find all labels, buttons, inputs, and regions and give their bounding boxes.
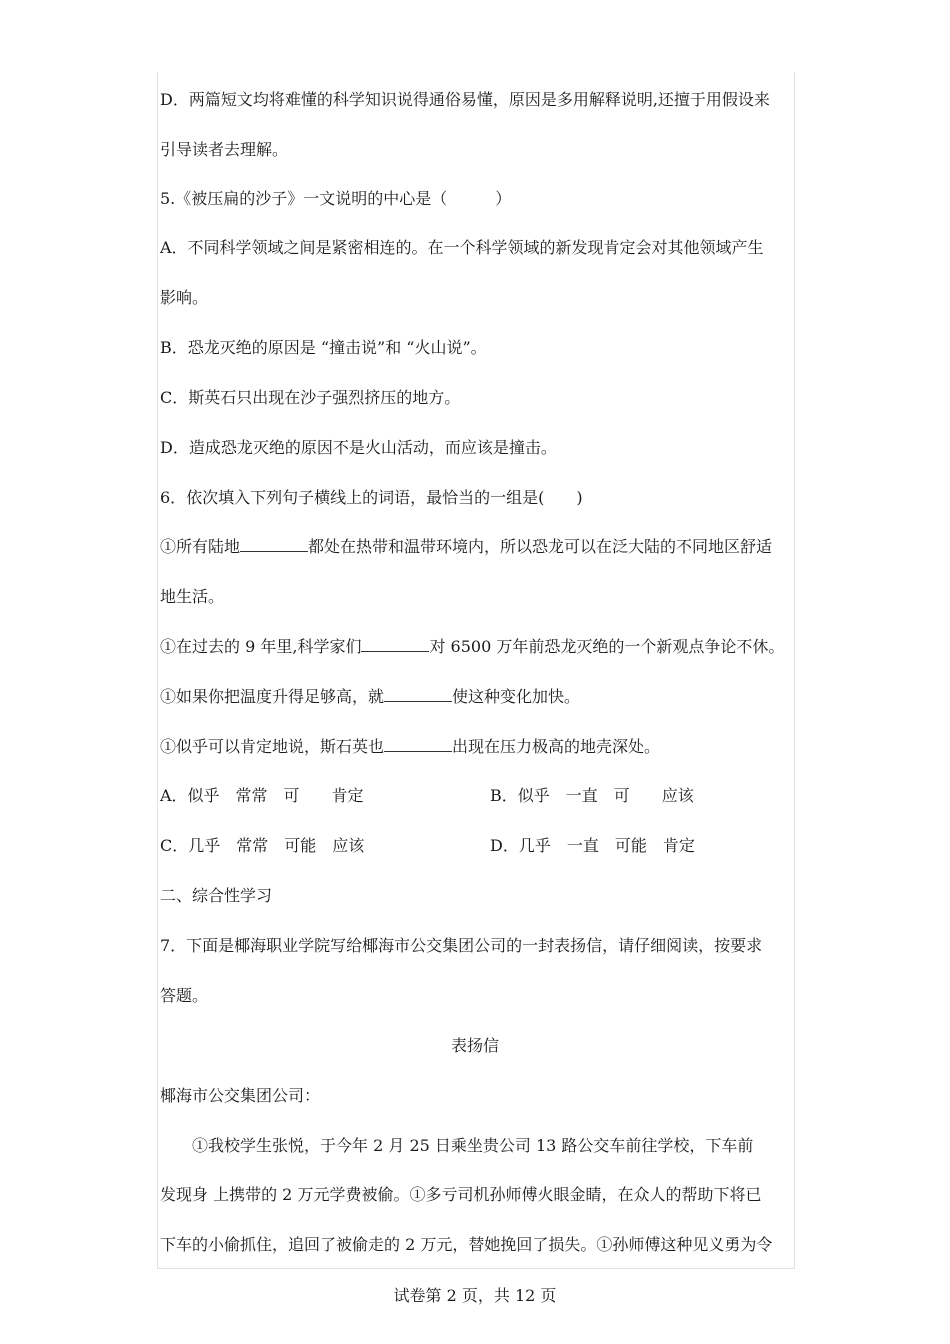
question-5: 5.《被压扁的沙子》一文说明的中心是（ ）	[160, 189, 512, 208]
section-2-heading: 二、综合性学习	[160, 886, 273, 905]
sentence-4	[160, 737, 660, 757]
blank-1	[240, 537, 308, 552]
q5-option-a-line1: A．不同科学领域之间是紧密相连的。在一个科学领域的新发现肯定会对其他领域产生	[160, 238, 764, 257]
question-6: 6．依次填入下列句子横线上的词语，最恰当的一组是( )	[160, 488, 583, 507]
letter-paragraph-line3: 下车的小偷抓住，追回了被偷走的 2 万元，替她挽回了损失。①孙师傅这种见义勇为令	[160, 1235, 773, 1254]
sentence-1	[160, 537, 772, 557]
sentence-3	[160, 687, 580, 707]
sentence-1-pre: ①所有陆地	[160, 537, 241, 556]
sentence-2	[160, 637, 784, 657]
sentence-4-pre: ①似乎可以肯定地说，斯石英也	[160, 737, 385, 756]
blank-3	[384, 687, 452, 702]
letter-salutation: 椰海市公交集团公司：	[160, 1086, 321, 1105]
sentence-3-post: 使这种变化加快。	[452, 687, 581, 706]
q5-option-d: D．造成恐龙灭绝的原因不是火山活动，而应该是撞击。	[160, 438, 557, 457]
blank-4	[384, 737, 452, 752]
q6-option-c: C．几乎 常常 可能 应该	[160, 836, 365, 855]
letter-paragraph-line1: ①我校学生张悦，于今年 2 月 25 日乘坐贵公司 13 路公交车前往学校，下车前	[192, 1136, 754, 1155]
sentence-1-line2: 地生活。	[160, 587, 225, 606]
sentence-2-pre: ①在过去的 9 年里,科学家们	[160, 637, 362, 656]
question-7-line2: 答题。	[160, 986, 209, 1005]
q5-option-c: C．斯英石只出现在沙子强烈挤压的地方。	[160, 388, 461, 407]
sentence-1-post: 都处在热带和温带环境内，所以恐龙可以在泛大陆的不同地区舒适	[308, 537, 773, 556]
q6-option-a: A．似乎 常常 可 肯定	[160, 786, 364, 805]
q5-option-b: B．恐龙灭绝的原因是 “撞击说”和 “火山说”。	[160, 338, 487, 357]
blank-2	[361, 637, 429, 652]
page-footer: 试卷第 2 页，共 12 页	[393, 1286, 557, 1305]
q6-option-b: B．似乎 一直 可 应该	[490, 786, 694, 805]
q4-option-d-line1: D．两篇短文均将难懂的科学知识说得通俗易懂，原因是多用解释说明,还擅于用假设来	[160, 90, 770, 109]
question-7-line1: 7．下面是椰海职业学院写给椰海市公交集团公司的一封表扬信，请仔细阅读，按要求	[160, 936, 763, 955]
q6-option-d: D．几乎 一直 可能 肯定	[490, 836, 695, 855]
sentence-3-pre: ①如果你把温度升得足够高，就	[160, 687, 385, 706]
letter-title: 表扬信	[450, 1036, 499, 1055]
q4-option-d-line2: 引导读者去理解。	[160, 140, 289, 159]
sentence-4-post: 出现在压力极高的地壳深处。	[452, 737, 661, 756]
letter-paragraph-line2: 发现身 上携带的 2 万元学费被偷。①多亏司机孙师傅火眼金睛，在众人的帮助下将已	[160, 1185, 762, 1204]
sentence-2-post: 对 6500 万年前恐龙灭绝的一个新观点争论不休。	[429, 637, 785, 656]
q5-option-a-line2: 影响。	[160, 288, 209, 307]
